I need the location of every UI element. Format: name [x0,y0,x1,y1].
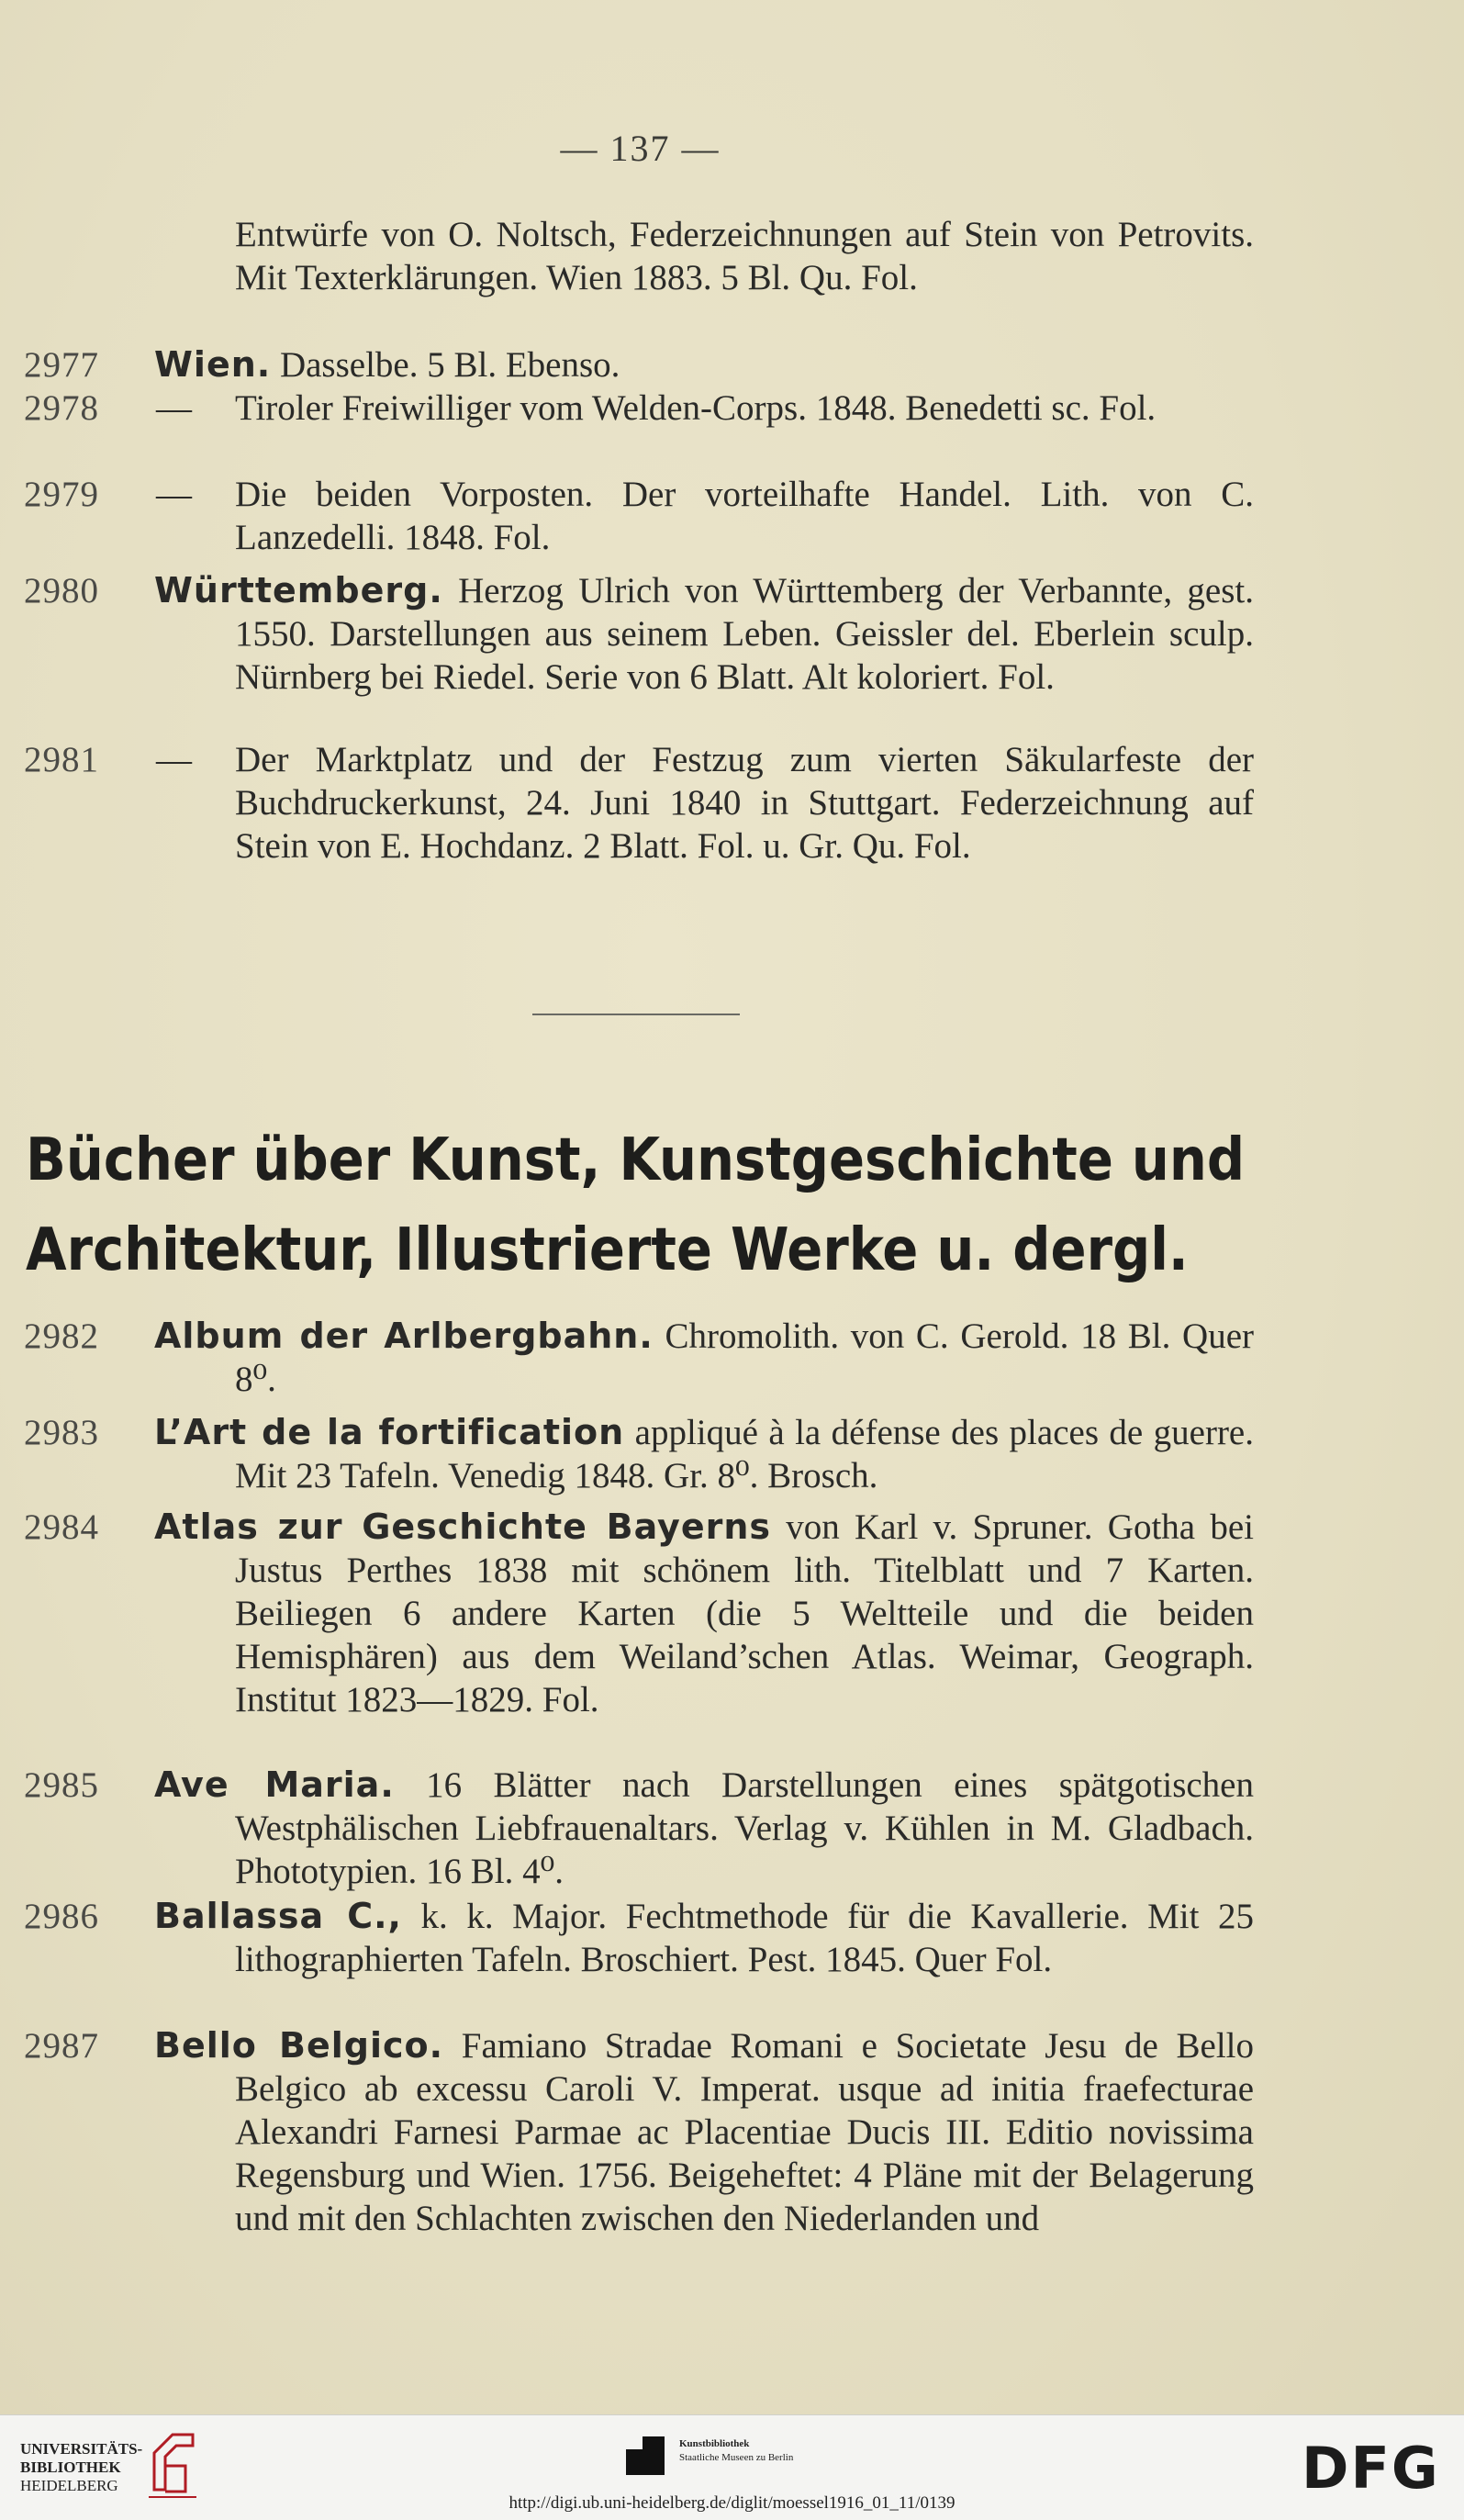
entry-heading: L’Art de la fortification [154,1412,625,1452]
entry-heading: Atlas zur Geschichte Bayerns [154,1506,772,1547]
ub-heidelberg-logo-icon[interactable] [145,2425,202,2503]
entry-dash: — [156,740,192,779]
entry-text: Die beiden Vorposten. Der vorteilhafte Handel. Lith. von C. Lanzedelli. 1848. Fol. [235,475,1254,557]
entry-text: Album der Arlbergbahn. Chromolith. von C. Gerold. 18 Bl. Quer 8⁰. [154,1316,1254,1399]
entry-text: Der Marktplatz und der Festzug zum vierten Säkularfeste der Buchdruckerkunst, 24. Juni 1840 in Stuttgart. Federzeichnung auf Stein von E. Hochdanz. 2 Blatt. Fol. u. Gr. Qu. Fol. [235,740,1254,866]
page-number: — 137 — [560,128,721,169]
entry-dash: — [156,475,192,514]
entry-number: 2982 [24,1316,99,1356]
entry-number: 2987 [24,2026,99,2066]
entry-number: 2983 [24,1413,99,1452]
section-divider [532,1014,740,1015]
source-url-link[interactable]: http://digi.ub.uni-heidelberg.de/diglit/moessel1916_01_11/0139 [508,2493,956,2513]
entry-number: 2979 [24,475,99,514]
ub-line-3: HEIDELBERG [20,2477,118,2494]
entry-number: 2978 [24,388,99,428]
ub-line-1: UNIVERSITÄTS- [20,2440,143,2458]
entry-number: 2980 [24,571,99,610]
entry-text: Bello Belgico. Famiano Stradae Romani e Societate Jesu de Bello Belgico ab excessu Caroli V. Imperat. usque ad initia fraefecturae Alexandri Farnesi Parmae ac Placentiae Ducis III. Editio novissima Regensburg und Wien. 1756. Beigeheftet: 4 Pläne mit der Belagerung und mit den Schlachten zwischen den Niederlanden und [154,2025,1254,2238]
entry-number: 2984 [24,1507,99,1547]
entry-number: 2986 [24,1897,99,1936]
entry-text: L’Art de la fortification appliqué à la défense des places de guerre. Mit 23 Tafeln. Venedig 1848. Gr. 8⁰. Brosch. [154,1412,1254,1495]
entry-text: Tiroler Freiwilliger vom Welden-Corps. 1848. Benedetti sc. Fol. [235,388,1157,428]
kb-line-1: Kunstbibliothek [679,2438,750,2449]
entry-text: Entwürfe von O. Noltsch, Federzeichnungen auf Stein von Petrovits. Mit Texterklärungen. Wien 1883. 5 Bl. Qu. Fol. [235,215,1254,297]
entry-text: Wien. Dasselbe. 5 Bl. Ebenso. [154,344,620,385]
entry-text: Ave Maria. 16 Blätter nach Darstellungen eines spätgotischen Westphälischen Liebfrauenaltars. Verlag v. Kühlen in M. Gladbach. Phototypien. 16 Bl. 4⁰. [154,1764,1254,1891]
entry-heading: Ave Maria. [154,1764,395,1805]
dfg-logo[interactable]: DFG [1302,2435,1440,2502]
kunstbibliothek-label [679,2437,793,2465]
entry-number: 2981 [24,740,99,779]
ub-line-2: BIBLIOTHEK [20,2458,121,2476]
ub-heidelberg-label [20,2440,142,2495]
entry-number: 2977 [24,345,99,385]
entry-heading: Bello Belgico. [154,2025,444,2066]
entry-heading: Ballassa C., [154,1896,402,1936]
entry-heading: Württemberg. [154,570,443,610]
kb-line-2: Staatliche Museen zu Berlin [679,2452,794,2463]
entry-heading: Album der Arlbergbahn. [154,1316,654,1356]
entry-heading: Wien. [154,344,272,385]
section-title: Bücher über Kunst, Kunstgeschichte und Architektur, Illustrierte Werke u. dergl. [26,1126,1246,1284]
entry-text: Atlas zur Geschichte Bayerns von Karl v. Spruner. Gotha bei Justus Perthes 1838 mit schönem lith. Titelblatt und 7 Karten. Beiliegen 6 andere Karten (die 5 Weltteile und die beiden Hemisphären) aus dem Weiland’schen Atlas. Weimar, Geograph. Institut 1823—1829. Fol. [154,1506,1254,1719]
entry-number: 2985 [24,1765,99,1805]
entry-dash: — [156,388,192,428]
entry-text: Ballassa C., k. k. Major. Fechtmethode für die Kavallerie. Mit 25 lithographierten Tafeln. Broschiert. Pest. 1845. Quer Fol. [154,1896,1254,1979]
entry-text: Württemberg. Herzog Ulrich von Württemberg der Verbannte, gest. 1550. Darstellungen aus seinem Leben. Geissler del. Eberlein sculp. Nürnberg bei Riedel. Serie von 6 Blatt. Alt koloriert. Fol. [154,570,1254,697]
kunstbibliothek-logo-icon[interactable] [624,2435,666,2477]
